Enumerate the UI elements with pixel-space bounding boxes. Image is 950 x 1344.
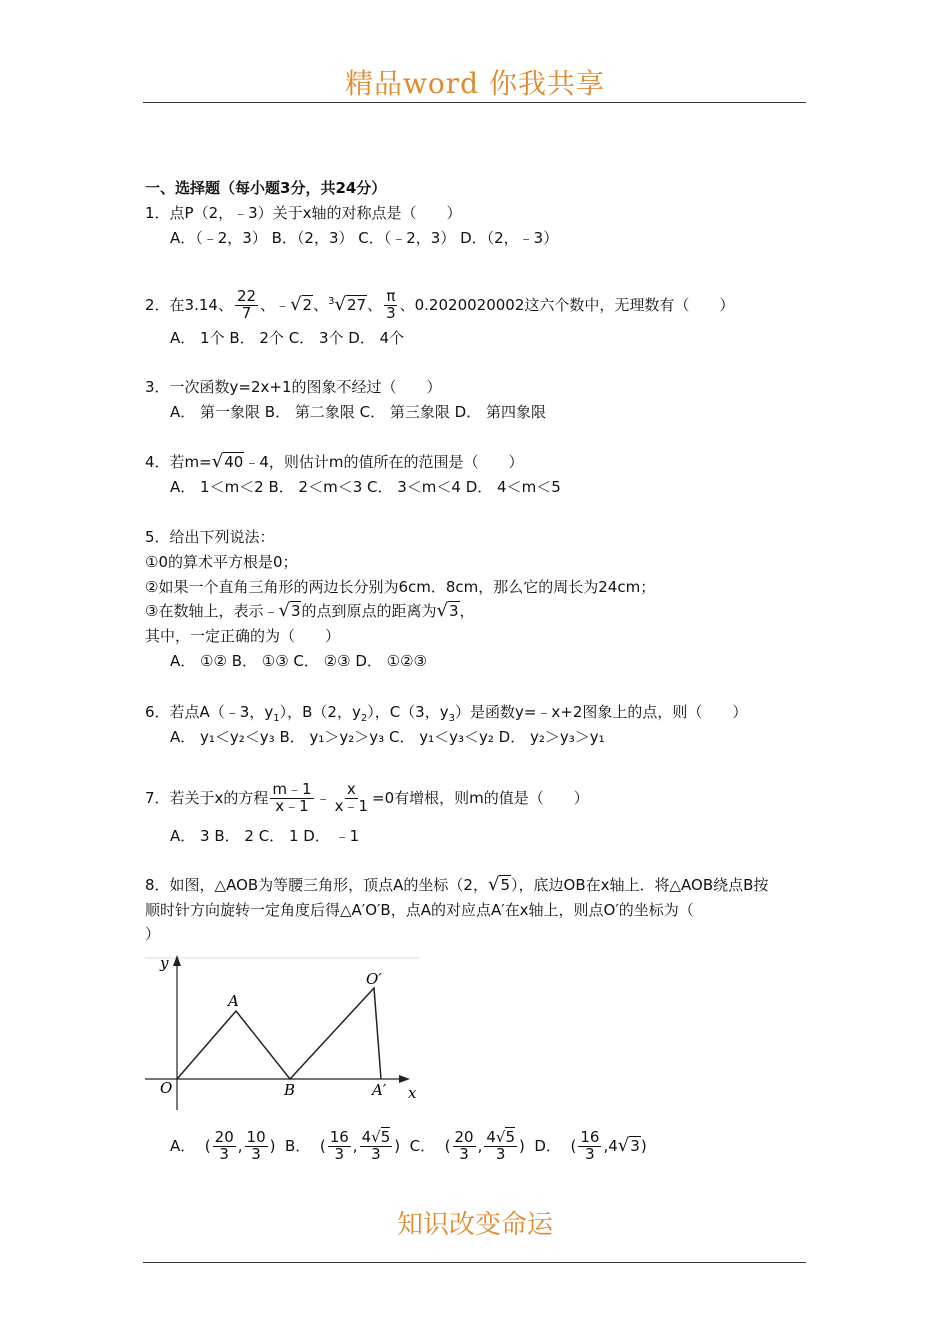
q5-question: 其中，一定正确的为（ ） [145, 627, 341, 645]
q5-statement-2: ②如果一个直角三角形的两边长分别为6cm．8cm，那么它的周长为24cm； [145, 578, 656, 596]
q7-options: A． 3 B． 2 C． 1 D． ﹣1 [170, 827, 360, 845]
q8-line-1: 8．如图，△AOB为等腰三角形，顶点A的坐标（2，√5），底边OB在x轴上．将△AOB绕点B按 [145, 874, 769, 895]
label-x: x [408, 1084, 417, 1102]
q8-options: A． ( $\frac{20}{3}$ , $\frac{10}{3}$ ) B． ( $\frac{16}{3}$ , $\frac{4√5}{3}$ ) C． ( $\frac{20}{3}$ , $\frac{4√5}{3}$ ) D． ( $\frac{16}{3}$ ,4√3) [170, 1128, 647, 1163]
q2-stem [145, 280, 734, 327]
q2-sqrt: √2 [290, 294, 313, 315]
label-B: B [284, 1081, 296, 1099]
q8-figure [140, 950, 430, 1120]
q2-frac-num: 22 [236, 287, 257, 306]
q5-statement-1: ①0的算术平方根是0； [145, 553, 298, 571]
q6-options: A． y₁＜y₂＜y₃ B． y₁＞y₂＞y₃ C． y₁＜y₃＜y₂ D． y₂＞y₃＞y₁ [170, 728, 605, 746]
q2-fraction [235, 289, 258, 322]
q4-stem: 4．若m=√40﹣4，则估计m的值所在的范围是（ ） [145, 451, 524, 472]
q2-sep2: 、 [313, 296, 329, 314]
label-A: A [228, 992, 239, 1010]
q7-fraction-2: $\frac{x}{x﹣1}$ [334, 780, 369, 815]
q2-prefix: 2．在3.14、 [145, 296, 233, 314]
q1-options: A．（﹣2，3） B．（2，3） C．（﹣2，3） D．（2，﹣3） [170, 229, 559, 247]
q8-line-2: 顺时针方向旋转一定角度后得△A′O′B，点A的对应点A′在x轴上，则点O′的坐标为（ [145, 901, 694, 919]
q2-pi-fraction: $\frac{\pi}{3}$ [386, 287, 396, 322]
q1-stem: 1．点P（2，﹣3）关于x轴的对称点是（ ） [145, 204, 462, 222]
q8-option-c-label: C． [409, 1137, 436, 1155]
q8-option-a-label: A． [170, 1137, 196, 1155]
q2-sep3: 、 [367, 296, 383, 314]
q2-frac-den: 7 [241, 304, 252, 322]
label-A-prime: A′ [372, 1081, 387, 1099]
q8-line-3: ） [145, 925, 161, 943]
header-title: 精品word 你我共享 [344, 67, 606, 100]
q7-stem: 7．若关于x的方程 $\frac{m﹣1}{x﹣1}$ ﹣ $\frac{x}{x﹣1}$ =0有增根，则m的值是（ ） [145, 780, 589, 815]
q4-options: A． 1＜m＜2 B． 2＜m＜3 C． 3＜m＜4 D． 4＜m＜5 [170, 478, 561, 496]
q2-options: A． 1个 B． 2个 C． 3个 D． 4个 [170, 329, 405, 347]
q2-cuberoot: $^3$√27 [328, 294, 367, 315]
q5-stem: 5．给出下列说法： [145, 528, 275, 546]
q7-fraction-1: $\frac{m﹣1}{x﹣1}$ [272, 780, 312, 815]
q5-options: A． ①② B． ①③ C． ②③ D． ①②③ [170, 652, 427, 670]
q2-sep1: 、﹣ [260, 296, 291, 314]
q3-stem: 3．一次函数y=2x+1的图象不经过（ ） [145, 378, 442, 396]
triangle-edges [177, 988, 381, 1079]
label-O: O [160, 1079, 173, 1097]
q2-suffix: 、0.2020020002这六个数中，无理数有（ ） [399, 296, 735, 314]
x-axis-arrow [399, 1075, 410, 1083]
label-O-prime: O′ [366, 970, 382, 988]
q8-option-b-label: B． [285, 1137, 311, 1155]
y-axis-arrow [173, 955, 181, 966]
section-title: 一、选择题（每小题3分，共24分） [145, 179, 387, 197]
q4-sqrt: √40 [211, 451, 244, 472]
q8-option-d-label: D． [534, 1137, 561, 1155]
footer-rule [143, 1262, 806, 1263]
q8-figure-svg [140, 950, 430, 1120]
q6-stem: 6．若点A（﹣3，$y_1$），B（2，$y_2$），C（3，$y_3$）是函数y=﹣x+2图象上的点，则（ ） [145, 703, 748, 724]
q5-statement-3: ③在数轴上，表示﹣√3的点到原点的距离为√3， [145, 600, 475, 621]
header-rule [143, 102, 806, 103]
label-y: y [160, 954, 169, 972]
q3-options: A． 第一象限 B． 第二象限 C． 第三象限 D． 第四象限 [170, 403, 546, 421]
footer-text: 知识改变命运 [396, 1210, 553, 1240]
